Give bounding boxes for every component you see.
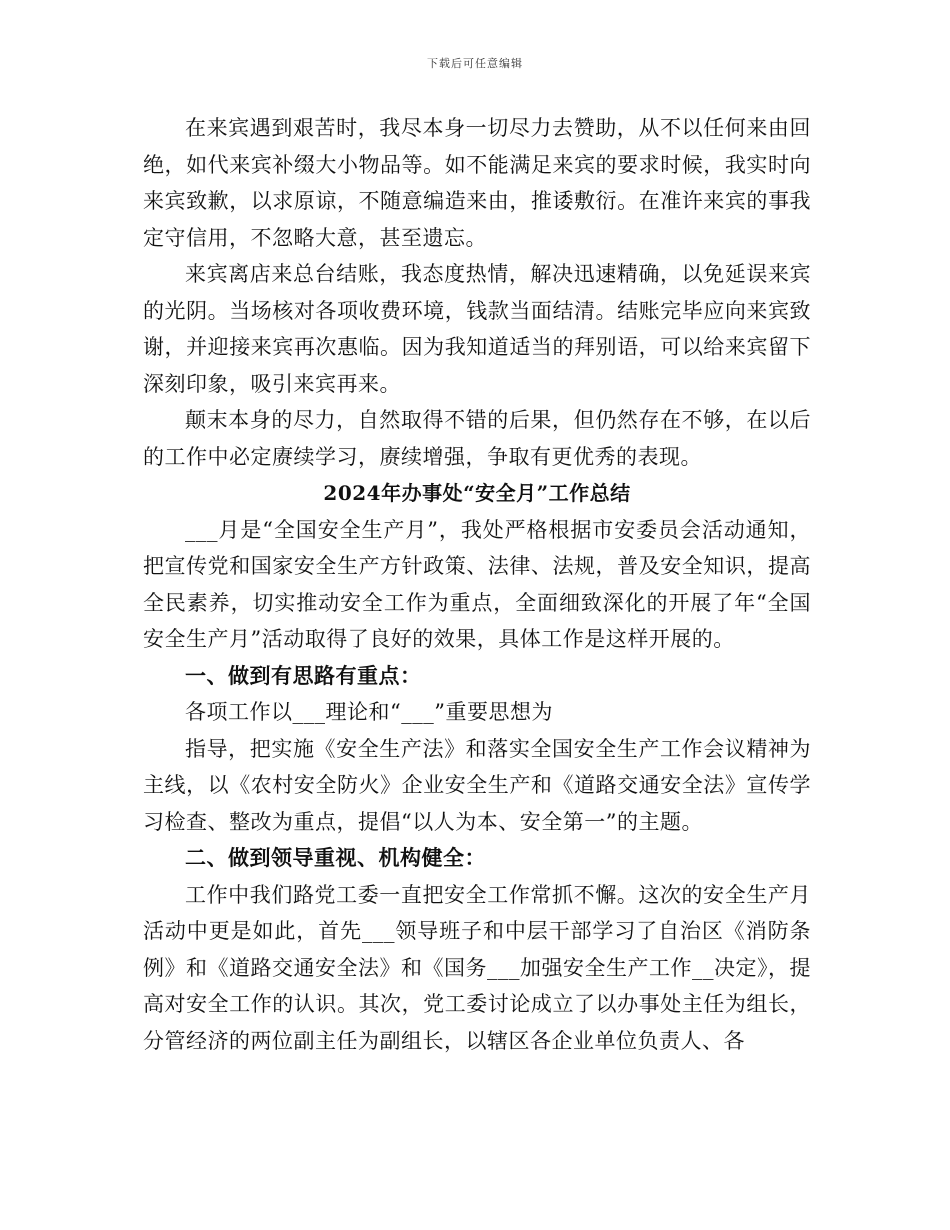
paragraph-section-1-line-1: 各项工作以___理论和“___”重要思想为 — [185, 700, 553, 724]
paragraph-intro: ___月是“全国安全生产月”，我处严格根据市安委员会活动通知，把宣传党和国家安全生产方针政策、法律、法规，普及安全知识，提高全民素养，切实推动安全工作为重点，全面细致深化的开展了年“全国安全生产月”活动取得了良好的效果，具体工作是这样开展的。 — [143, 517, 811, 651]
document-body — [143, 110, 811, 1059]
paragraph-section-2: 工作中我们路党工委一直把安全工作常抓不懈。这次的安全生产月活动中更是如此，首先___领导班子和中层干部学习了自治区《消防条例》和《道路交通安全法》和《国务___加强安全生产工作__决定》，提高对安全工作的认识。其次，党工委讨论成立了以办事处主任为组长，分管经济的两位副主任为副组长，以辖区各企业单位负责人、各 — [143, 882, 811, 1053]
heading-section-2: 二、做到领导重视、机构健全： — [185, 845, 486, 870]
paragraph-conclusion: 颠末本身的尽力，自然取得不错的后果，但仍然存在不够，在以后的工作中必定赓续学习，赓续增强，争取有更优秀的表现。 — [143, 408, 811, 469]
paragraph-section-1-line-2: 指导，把实施《安全生产法》和落实全国安全生产工作会议精神为主线，以《农村安全防火》企业安全生产和《道路交通安全法》宣传学习检查、整改为重点，提倡“以人为本、安全第一”的主题。 — [143, 736, 811, 834]
heading-section-1: 一、做到有思路有重点： — [185, 662, 422, 688]
paragraph-checkout: 来宾离店来总台结账，我态度热情，解决迅速精确，以免延误来宾的光阴。当场核对各项收费环境，钱款当面结清。结账完毕应向来宾致谢，并迎接来宾再次惠临。因为我知道适当的拜别语，可以给来宾留下深刻印象，吸引来宾再来。 — [143, 262, 811, 396]
section-title: 2024年办事处“安全月”工作总结 — [323, 481, 631, 505]
page-header: 下载后可任意编辑 — [427, 57, 523, 70]
paragraph-guest-assistance: 在来宾遇到艰苦时，我尽本身一切尽力去赞助，从不以任何来由回绝，如代来宾补缀大小物品等。如不能满足来宾的要求时候，我实时向来宾致歉，以求原谅，不随意编造来由，推诿敷衍。在准许来宾的事我定守信用，不忽略大意，甚至遗忘。 — [143, 116, 811, 250]
